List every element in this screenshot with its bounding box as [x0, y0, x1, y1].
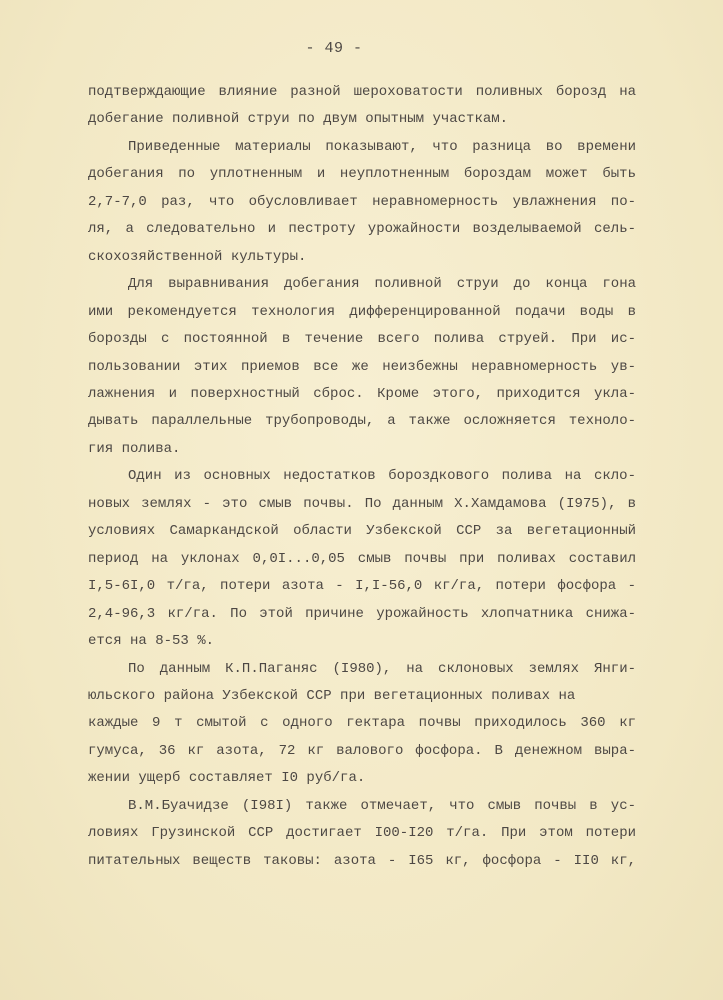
text-line: условиях Самаркандской области Узбекской ССР за вегетационный — [88, 523, 636, 540]
text-line: борозды с постоянной в течение всего полива струей. При ис- — [88, 331, 636, 348]
text-line: гия полива. — [88, 440, 181, 457]
text-line: питательных веществ таковы: азота - I65 кг, фосфора - II0 кг, — [88, 852, 636, 869]
text-line: 2,4-96,3 кг/га. По этой причине урожайность хлопчатника снижа- — [88, 605, 636, 622]
text-line: добегания по уплотненным и неуплотненным бороздам может быть — [88, 166, 636, 183]
text-line: каждые 9 т смытой с одного гектара почвы приходилось 360 кг — [88, 715, 636, 732]
text-line: новых землях - это смыв почвы. По данным Х.Хамдамова (I975), в — [88, 495, 636, 512]
text-line: ими рекомендуется технология дифференцированной подачи воды в — [88, 303, 636, 320]
text-line: подтверждающие влияние разной шероховатости поливных борозд на — [88, 84, 636, 100]
text-line: По данным К.П.Паганяс (I980), на склоновых землях Янги- — [128, 660, 636, 677]
text-line: юльского района Узбекской ССР при вегетационных поливах на — [88, 687, 576, 704]
document-body — [88, 79, 636, 875]
text-line: дывать параллельные трубопроводы, а также осложняется техноло- — [88, 413, 636, 430]
text-line: гумуса, 36 кг азота, 72 кг валового фосфора. В денежном выра- — [88, 742, 636, 759]
text-line: лажнения и поверхностный сброс. Кроме этого, приходится укла- — [88, 385, 636, 402]
text-line: скохозяйственной культуры. — [88, 248, 307, 265]
text-line: Для выравнивания добегания поливной струи до конца гона — [128, 276, 636, 293]
text-line: ля, а следовательно и пестроту урожайности возделываемой сель- — [88, 221, 636, 238]
text-line: ется на 8-53 %. — [88, 633, 215, 650]
text-line: Приведенные материалы показывают, что разница во времени — [128, 138, 636, 155]
text-line: ловиях Грузинской ССР достигает I00-I20 т/га. При этом потери — [88, 825, 636, 842]
text-line: добегание поливной струи по двум опытным участкам. — [88, 111, 509, 128]
page-number: - 49 - — [305, 40, 363, 57]
text-line: Один из основных недостатков бороздкового полива на скло- — [128, 468, 636, 485]
text-line: В.М.Буачидзе (I98I) также отмечает, что смыв почвы в ус- — [128, 797, 636, 814]
text-line: жении ущерб составляет I0 руб/га. — [88, 770, 366, 787]
text-line: пользовании этих приемов все же неизбежны неравномерность ув- — [88, 358, 636, 375]
text-line: I,5-6I,0 т/га, потери азота - I,I-56,0 кг/га, потери фосфора - — [88, 578, 636, 595]
text-line: период на уклонах 0,0I...0,05 смыв почвы при поливах составил — [88, 550, 636, 567]
text-line: 2,7-7,0 раз, что обусловливает неравномерность увлажнения по- — [88, 193, 636, 210]
